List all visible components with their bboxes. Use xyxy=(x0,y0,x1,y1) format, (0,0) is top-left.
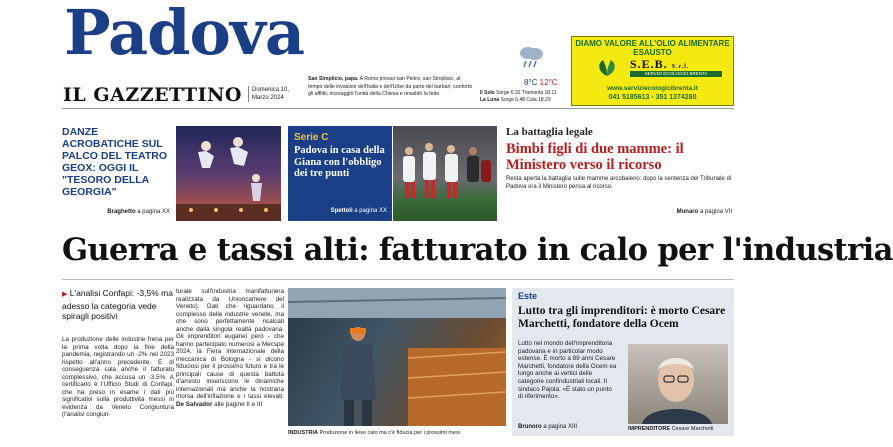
teaser-legal-ref xyxy=(677,209,732,215)
factory-photo xyxy=(288,288,506,426)
ad-phones: 041 5185613 - 351 1374280 xyxy=(608,94,697,101)
este-page: a pagina XIII xyxy=(543,424,578,430)
article-author: De Salvador xyxy=(176,400,213,408)
sun-times xyxy=(480,90,557,96)
este-title: Lutto tra gli imprenditori: è morto Cesare Marchetti, fondatore della Ocem xyxy=(518,305,726,330)
teaser-football-title: Padova in casa della Giana con l'obbligo dei tre punti xyxy=(294,145,385,179)
main-subhead xyxy=(62,288,174,322)
triangle-bullet-icon: ▶ xyxy=(62,291,68,298)
este-author: Brunoro xyxy=(518,424,542,430)
sun-label: Il Sole xyxy=(480,90,495,96)
players-illustration xyxy=(393,126,497,221)
moon-times xyxy=(480,97,551,103)
portrait-photo xyxy=(628,344,728,424)
article-column-2-text: turale sull'industria manifatturiera realizzata da Unioncamere del Veneto). Dati che riguardano il complesso delle industrie venete, ma che sono perfettamente ricalcati anche dalla singola realtà padovana. Gli imprenditori euganei però - che hanno partecipato numerosi a Mecspe 2024, la Fiera internazionale della meccanica di Bologna - si dicono fiduciosi per il prossimo futuro e tra le principali cause di questa battuta d'arresto inseriscono le dinamiche internazionali ma anche la nostrana morsa dell'inflazione e i tassi elevati. xyxy=(176,288,284,400)
advertisement[interactable] xyxy=(571,36,734,106)
saint-text: A Roma presso san Pietro, san Simplicio, al tempo delle invasioni dell'Italia e dell'Urbe da parte dei barbari, confortò gli afflitti, incoraggiò l'unità della Chiesa e rinsaldò la fede. xyxy=(308,76,473,97)
ad-website[interactable]: www.serviziecologicibrenta.it xyxy=(607,85,698,92)
teaser-dance-page: a pagina XX xyxy=(137,209,170,215)
teaser-legal-page: a pagina VII xyxy=(699,209,732,215)
teaser-dance[interactable] xyxy=(62,126,174,221)
moon-value: Sorge 6.48 Cala 18.29 xyxy=(500,97,551,103)
temp-max: 12°C xyxy=(539,78,558,87)
ad-brand-name: S.E.B. xyxy=(630,57,668,71)
saint-of-the-day xyxy=(308,76,474,99)
portrait-caption xyxy=(628,426,714,432)
dancers-illustration xyxy=(176,126,281,221)
rain-cloud-icon xyxy=(516,44,546,70)
teaser-football[interactable] xyxy=(288,126,392,221)
masthead-title: Padova xyxy=(64,0,305,69)
ad-headline: DIAMO VALORE ALL'OLIO ALIMENTARE ESAUSTO xyxy=(575,39,730,57)
factory-caption-label: INDUSTRIA xyxy=(288,430,318,436)
header-divider xyxy=(62,108,734,109)
newspaper-name: IL GAZZETTINO xyxy=(63,84,242,106)
temperatures xyxy=(524,78,558,87)
factory-caption xyxy=(288,430,506,436)
portrait-caption-text: Cesare Marchetti xyxy=(671,426,714,432)
temp-min: 8°C xyxy=(524,78,538,87)
issue-date: Domenica 10, Marzo 2024 xyxy=(248,86,298,102)
ad-brand xyxy=(630,57,689,72)
teaser-football-kicker: Serie C xyxy=(294,132,329,143)
moon-label: La Luna xyxy=(480,97,500,103)
main-subhead-text: L'analisi Confapi: -3,5% ma adesso la categoria vede spiragli positivi xyxy=(62,288,173,321)
teaser-football-page: a pagina XX xyxy=(354,208,387,214)
article-page-ref: alle pagine II e III xyxy=(214,400,263,408)
teaser-football-author: Spettoli xyxy=(330,208,353,214)
main-headline[interactable]: Guerra e tassi alti: fatturato in calo per l'industria xyxy=(62,232,893,268)
football-photo xyxy=(393,126,497,221)
article-column-2 xyxy=(176,288,284,438)
factory-caption-text: Produzione in lieve calo ma c'è fiducia per i prossimi mesi xyxy=(319,430,460,436)
portrait-illustration xyxy=(628,344,728,424)
teaser-dance-author: Braghetto xyxy=(107,209,136,215)
ad-brand-suffix: S.r.l. xyxy=(671,64,690,70)
teaser-dance-ref xyxy=(107,209,170,215)
saint-name: San Simplicio, papa. xyxy=(308,76,359,82)
factory-illustration xyxy=(288,288,506,426)
teaser-legal-title: Bimbi figli di due mamme: il Ministero verso il ricorso xyxy=(506,141,684,173)
article-column-1: La produzione delle industrie frena per la prima volta dopo la fine della pandemia, registrando un -2% nel 2023 rispetto all'anno precedente. E di conseguenza cala anche il fatturato complessivo, che accusa un -3,5%. A certificarlo è l'Ufficio Studi di Confapi, che ha preso in esame i dati più significativi sulla produttività messi in evidenza da Veneto Congiuntura (l'analisi congiun- xyxy=(62,336,174,418)
teaser-legal-kicker: La battaglia legale xyxy=(506,126,593,138)
teaser-legal-body: Resta aperta la battaglia sulle mamme arcobaleno: dopo la sentenza del Tribunale di Padova ora il Ministero pensa al ricorso. xyxy=(506,176,732,190)
teaser-dance-title: DANZE ACROBATICHE SUL PALCO DEL TEATRO GEOX: OGGI IL "TESORO DELLA GEORGIA" xyxy=(62,126,167,198)
este-body: Lutto nel mondo dell'imprenditoria padovana e in particolar modo estense. È morto a 89 anni Cesare Marchetti, fondatore della Ocem ea lungo anche ai vertici delle categorie confindustriali locali. Il sindaco Pajola: «È stato un punto di riferimento». xyxy=(518,340,617,401)
dance-photo xyxy=(176,126,281,221)
headline-divider xyxy=(62,279,734,280)
este-section-label: Este xyxy=(518,291,538,301)
leaf-logo-icon xyxy=(594,58,620,78)
ad-tagline: SERVIZI ECOLOGICI BRENTA xyxy=(630,71,722,77)
este-ref xyxy=(518,424,577,430)
teaser-legal-author: Munaro xyxy=(676,209,699,215)
portrait-caption-label: IMPRENDITORE xyxy=(628,426,671,432)
sun-value: Sorge 6.32 Tramonta 18.11 xyxy=(496,90,557,96)
teaser-legal[interactable] xyxy=(506,126,734,221)
teaser-football-ref xyxy=(331,208,387,214)
